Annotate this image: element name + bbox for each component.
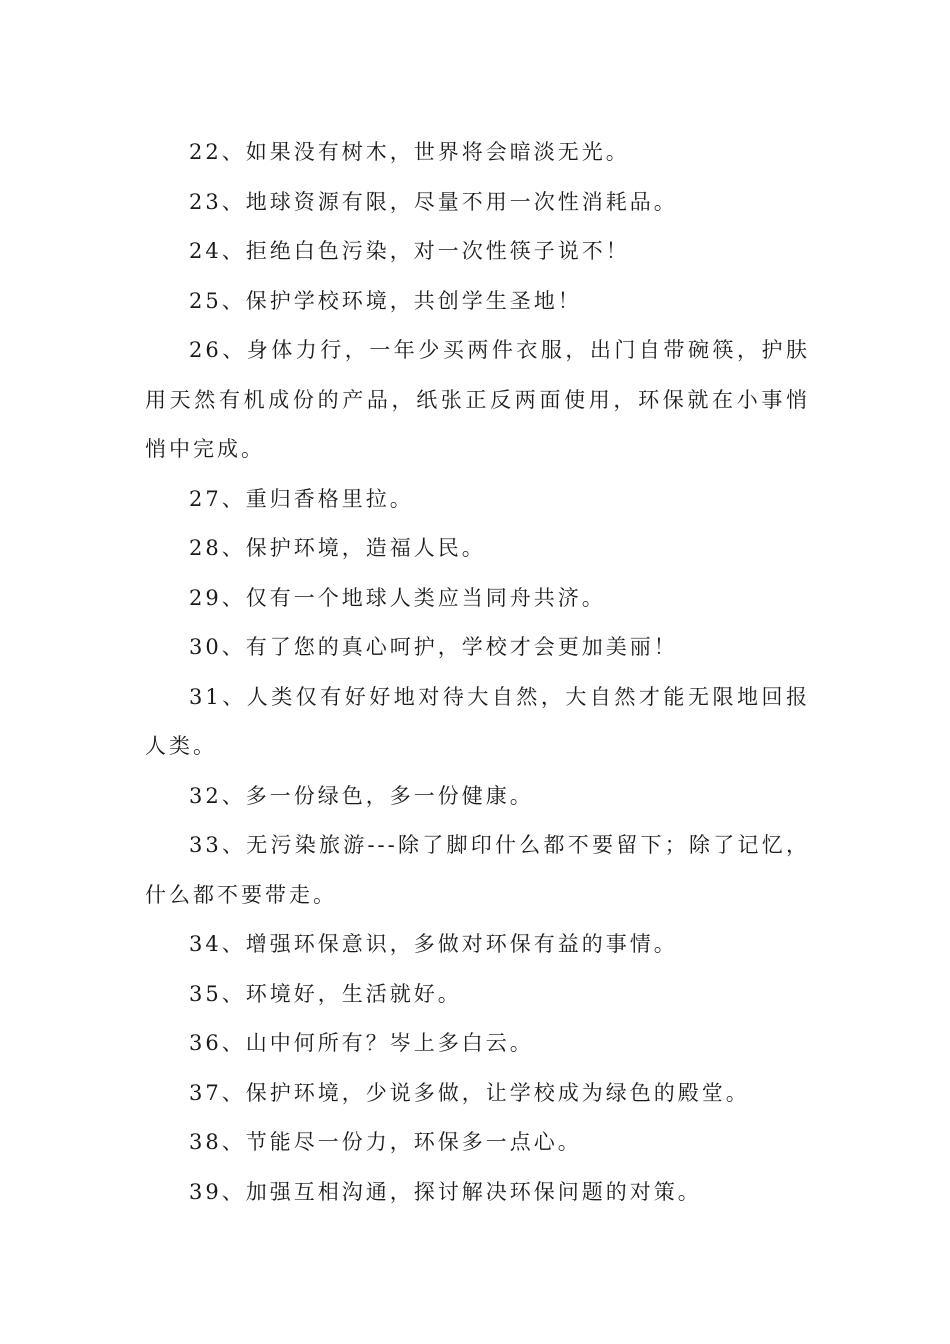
list-item: 32、多一份绿色，多一份健康。 bbox=[189, 783, 534, 808]
list-item: 33、无污染旅游---除了脚印什么都不要留下；除了记忆，什么都不要带走。 bbox=[145, 833, 810, 907]
list-item: 28、保护环境，造福人民。 bbox=[189, 536, 486, 560]
slogan-list bbox=[145, 128, 810, 1217]
list-item: 24、拒绝白色污染，对一次性筷子说不！ bbox=[189, 239, 630, 263]
list-item: 26、身体力行，一年少买两件衣服，出门自带碗筷，护肤用天然有机成份的产品，纸张正反两面使用，环保就在小事悄悄中完成。 bbox=[145, 338, 810, 461]
list-item: 37、保护环境，少说多做，让学校成为绿色的殿堂。 bbox=[189, 1080, 750, 1105]
list-item: 25、保护学校环境，共创学生圣地！ bbox=[189, 288, 582, 313]
list-item: 35、环境好，生活就好。 bbox=[189, 981, 462, 1006]
list-item: 23、地球资源有限，尽量不用一次性消耗品。 bbox=[189, 189, 678, 214]
list-item: 29、仅有一个地球人类应当同舟共济。 bbox=[189, 585, 606, 610]
list-item: 36、山中何所有？岑上多白云。 bbox=[189, 1031, 534, 1055]
list-item: 39、加强互相沟通，探讨解决环保问题的对策。 bbox=[189, 1179, 702, 1204]
list-item: 38、节能尽一份力，环保多一点心。 bbox=[189, 1130, 582, 1154]
list-item: 30、有了您的真心呵护，学校才会更加美丽！ bbox=[189, 635, 678, 659]
list-item: 22、如果没有树木，世界将会暗淡无光。 bbox=[189, 140, 630, 164]
list-item: 27、重归香格里拉。 bbox=[189, 486, 414, 511]
list-item: 34、增强环保意识，多做对环保有益的事情。 bbox=[189, 932, 678, 956]
list-item: 31、人类仅有好好地对待大自然，大自然才能无限地回报人类。 bbox=[145, 684, 810, 758]
